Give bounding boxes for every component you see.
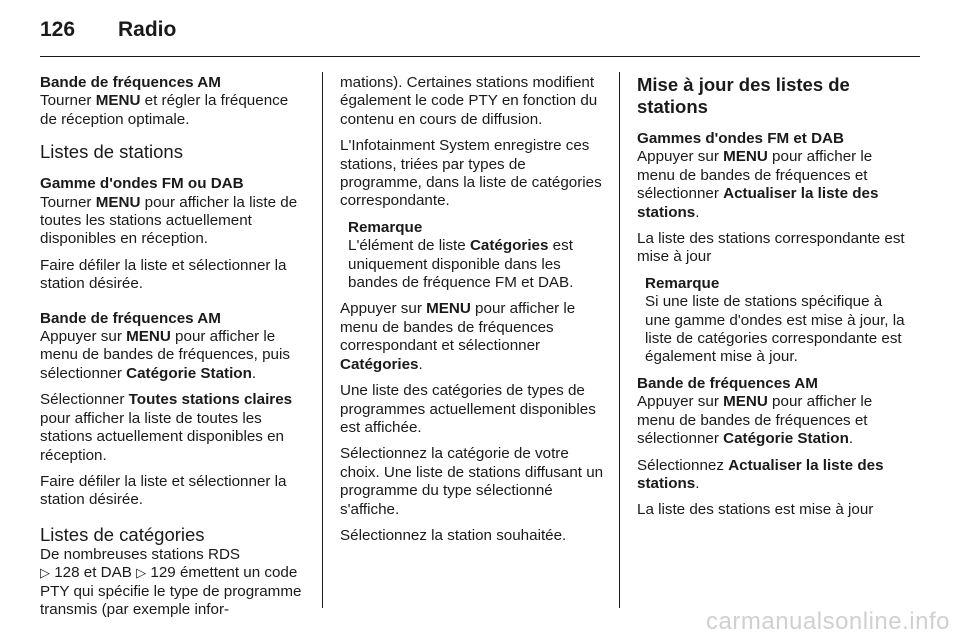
text: Appuyer sur [340, 300, 427, 318]
page-number: 126 [40, 18, 76, 41]
paragraph: Sélectionnez la catégorie de votre choix. Une liste de stations diffusant un programme du type sélectionné s'affiche. [340, 445, 604, 518]
note-title: Remarque [645, 274, 720, 292]
paragraph: Sélectionnez la station souhaitée. [340, 526, 567, 544]
menu-option: Actualiser la liste des stations [637, 456, 884, 492]
subheading-am-band: Bande de fréquences AM [40, 74, 221, 91]
paragraph [40, 328, 308, 383]
text: pour afficher le menu de bandes de fréquences correspondant et sélectionner [340, 300, 576, 355]
spacer [40, 302, 308, 310]
paragraph [637, 393, 905, 448]
text: pour afficher le menu de bandes de fréquences et sélectionner [637, 393, 873, 448]
header-rule [40, 56, 920, 57]
text: pour afficher la liste de toutes les stations actuellement disponibles en réception. [40, 409, 284, 464]
subheading-fm-dab: Gammes d'ondes FM et DAB [637, 130, 844, 147]
text: Appuyer sur [637, 148, 724, 166]
paragraph: Une liste des catégories de types de programmes actuellement disponibles est affichée. [340, 382, 596, 436]
menu-keyword: MENU [126, 328, 171, 346]
note-box [637, 275, 905, 367]
paragraph: L'Infotainment System enregistre ces stations, triées par types de programme, dans la liste de catégories correspondante. [340, 137, 602, 210]
column-divider-2 [619, 72, 620, 608]
text: . [848, 430, 854, 448]
paragraph: Faire défiler la liste et sélectionner la station désirée. [40, 256, 287, 293]
paragraph [637, 148, 905, 222]
text: Appuyer sur [637, 393, 724, 411]
watermark: carmanualsonline.info [706, 608, 950, 635]
text: Tourner [40, 193, 96, 211]
paragraph [637, 457, 905, 494]
menu-option: Catégorie Station [126, 364, 252, 382]
page-header [40, 18, 176, 48]
menu-keyword: MENU [95, 193, 141, 211]
text: pour afficher le menu de bandes de fréquences et sélectionner [637, 148, 873, 203]
text: Tourner [40, 92, 96, 110]
column-1 [40, 74, 308, 627]
page-reference-arrow-icon: ▷ [136, 565, 147, 581]
page-reference-arrow-icon: ▷ [40, 565, 50, 581]
text: Sélectionner [40, 391, 129, 409]
menu-keyword: MENU [95, 92, 141, 110]
text: . [695, 203, 700, 221]
subheading-am-band: Bande de fréquences AM [637, 374, 818, 392]
subheading-am-band: Bande de fréquences AM [40, 309, 221, 327]
note-box [340, 219, 608, 293]
paragraph [340, 300, 608, 374]
text: et régler la fréquence de réception optimale. [40, 92, 289, 128]
text: et DAB [79, 564, 137, 582]
paragraph [40, 92, 308, 129]
subheading-fm-dab: Gamme d'ondes FM ou DAB [40, 175, 244, 193]
menu-keyword: MENU [723, 393, 768, 411]
text: Appuyer sur [40, 328, 127, 346]
text: pour afficher le menu de bandes de fréquences, puis sélectionner [40, 328, 290, 382]
text: De nombreuses stations RDS [40, 545, 241, 563]
note-text: Si une liste de stations spécifique à une gamme d'ondes est mise à jour, la liste de catégories correspondante est également mise à jour. [645, 293, 905, 366]
text: L'élément de liste [348, 237, 470, 255]
menu-option: Catégories [469, 237, 549, 255]
text: . [251, 364, 257, 382]
text: pour afficher la liste de toutes les stations actuellement disponibles en réception. [40, 193, 298, 248]
page-title: Radio [118, 18, 177, 41]
paragraph [40, 546, 308, 620]
menu-option: Actualiser la liste des stations [637, 185, 879, 221]
note-title: Remarque [348, 218, 423, 236]
menu-option: Toutes stations claires [128, 391, 293, 409]
menu-keyword: MENU [723, 148, 768, 166]
column-3 [637, 74, 905, 528]
paragraph [40, 194, 308, 249]
column-2 [340, 74, 608, 553]
text: . [418, 355, 423, 373]
heading-station-lists: Listes de stations [40, 141, 183, 163]
text: est uniquement disponible dans les bandes de fréquence FM et DAB. [348, 237, 574, 292]
heading-update-station-lists: Mise à jour des listes de stations [637, 74, 850, 117]
paragraph: Faire défiler la liste et sélectionner la station désirée. [40, 472, 287, 509]
note-text [348, 237, 608, 292]
paragraph: La liste des stations est mise à jour [637, 501, 874, 519]
text: . [695, 474, 700, 492]
page-reference[interactable]: 129 [150, 564, 176, 582]
text: émettent un code PTY qui spécifie le type de programme transmis (par exemple infor- [40, 564, 302, 618]
paragraph: La liste des stations correspondante est mise à jour [637, 230, 905, 266]
column-divider-1 [322, 72, 323, 608]
paragraph [40, 391, 308, 465]
menu-option: Catégories [340, 355, 419, 373]
menu-option: Catégorie Station [723, 430, 849, 448]
page-reference[interactable]: 128 [54, 564, 80, 582]
menu-keyword: MENU [426, 300, 471, 318]
text: Sélectionnez [637, 456, 729, 474]
paragraph: mations). Certaines stations modifient également le code PTY en fonction du contenu en cours de diffusion. [340, 74, 598, 128]
heading-category-lists: Listes de catégories [40, 523, 205, 545]
